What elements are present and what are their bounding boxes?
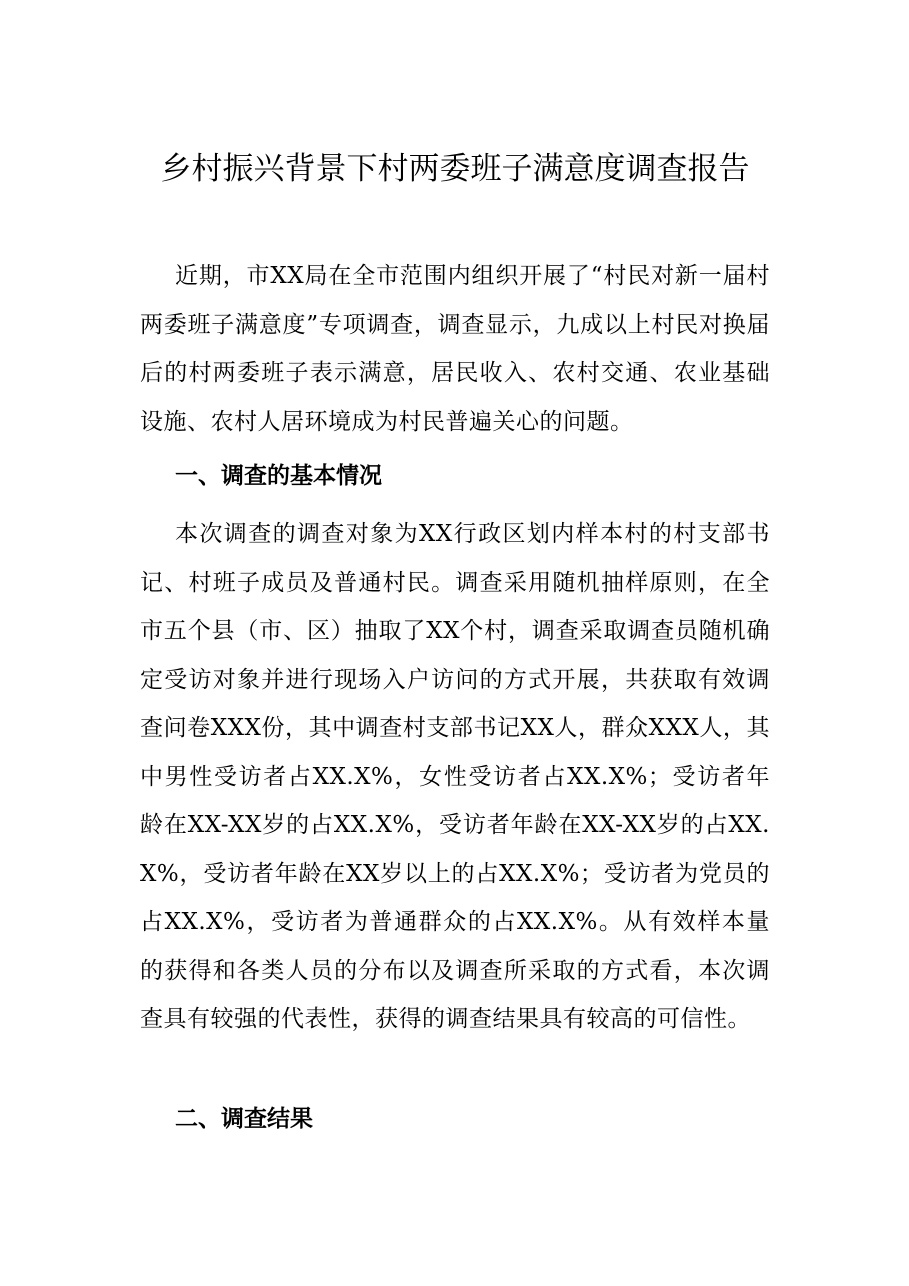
document-title: 乡村振兴背景下村两委班子满意度调查报告 [160, 151, 750, 187]
basic-info-paragraph: 本次调查的调查对象为XX行政区划内样本村的村支部书记、村班子成员及普通村民。调查采用随机抽样原则，在全市五个县（市、区）抽取了XX个村，调查采取调查员随机确定受访对象并进行现场入户访问的方式开展，共获取有效调查问卷XXX份，其中调查村支部书记XX人，群众XXX人，其中男性受访者占XX.X%，女性受访者占XX.X%；受访者年龄在XX-XX岁的占XX.X%，受访者年龄在XX-XX岁的占XX.X%，受访者年龄在XX岁以上的占XX.X%；受访者为党员的占XX.X%，受访者为普通群众的占XX.X%。从有效样本量的获得和各类人员的分布以及调查所采取的方式看，本次调查具有较强的代表性，获得的调查结果具有较高的可信性。 [140, 521, 770, 1032]
intro-paragraph: 近期，市XX局在全市范围内组织开展了“村民对新一届村两委班子满意度”专项调查，调查显示，九成以上村民对换届后的村两委班子表示满意，居民收入、农村交通、农业基础设施、农村人居环境成为村民普遍关心的问题。 [140, 263, 770, 435]
section-heading-results: 二、调查结果 [175, 1106, 313, 1132]
section-heading-basic-info: 一、调查的基本情况 [175, 463, 382, 489]
